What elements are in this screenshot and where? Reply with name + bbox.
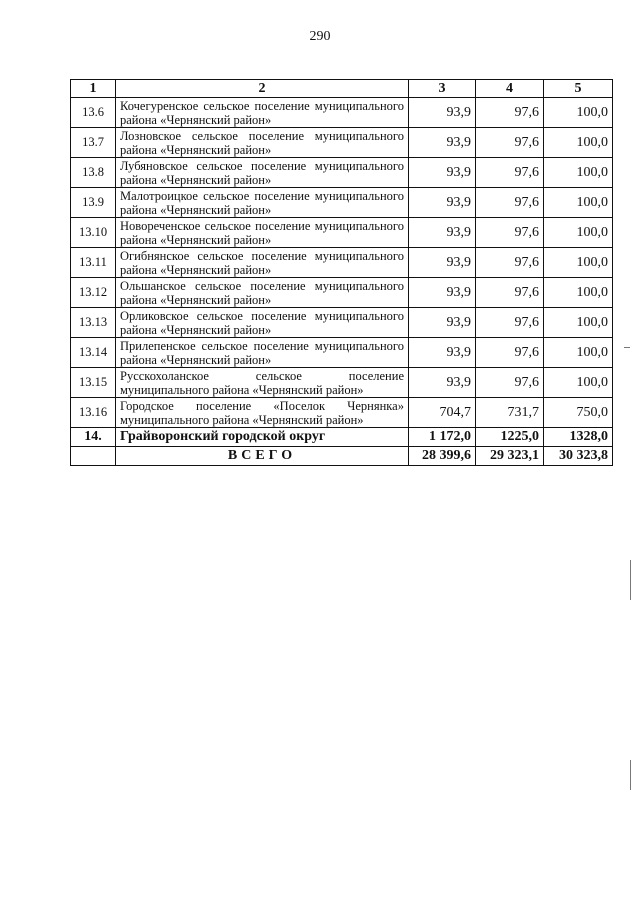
- total-value-col5: 30 323,8: [544, 447, 613, 466]
- row-name: Кочегуренское сельское поселение муниципального района «Чернянский район»: [116, 98, 409, 128]
- row-value-col4: 97,6: [476, 158, 544, 188]
- row-value-col3: 93,9: [409, 98, 476, 128]
- group-value-col3: 1 172,0: [409, 428, 476, 447]
- row-value-col5: 100,0: [544, 218, 613, 248]
- table-row: [71, 398, 613, 428]
- table-row: [71, 368, 613, 398]
- total-label: ВСЕГО: [116, 447, 409, 466]
- table-row: [71, 308, 613, 338]
- row-value-col4: 97,6: [476, 338, 544, 368]
- row-value-col5: 100,0: [544, 278, 613, 308]
- row-value-col4: 97,6: [476, 218, 544, 248]
- row-number: 13.10: [71, 218, 116, 248]
- table-row: [71, 128, 613, 158]
- row-value-col5: 750,0: [544, 398, 613, 428]
- total-value-col3: 28 399,6: [409, 447, 476, 466]
- row-name: Огибнянское сельское поселение муниципального района «Чернянский район»: [116, 248, 409, 278]
- row-value-col4: 97,6: [476, 248, 544, 278]
- row-name: Новореченское сельское поселение муниципального района «Чернянский район»: [116, 218, 409, 248]
- table-row: [71, 188, 613, 218]
- table-header-row: [71, 80, 613, 98]
- table-row: [71, 248, 613, 278]
- row-value-col3: 93,9: [409, 218, 476, 248]
- row-value-col4: 97,6: [476, 278, 544, 308]
- row-number: 13.7: [71, 128, 116, 158]
- header-col-2: 2: [116, 80, 409, 98]
- table-row: [71, 158, 613, 188]
- row-value-col5: 100,0: [544, 248, 613, 278]
- row-value-col3: 93,9: [409, 308, 476, 338]
- row-value-col4: 97,6: [476, 98, 544, 128]
- row-number: 13.12: [71, 278, 116, 308]
- row-value-col3: 93,9: [409, 128, 476, 158]
- row-value-col3: 93,9: [409, 188, 476, 218]
- row-name: Лубяновское сельское поселение муниципального района «Чернянский район»: [116, 158, 409, 188]
- row-name: Русскохоланское сельское поселение муниципального района «Чернянский район»: [116, 368, 409, 398]
- row-number: 13.15: [71, 368, 116, 398]
- budget-table: [70, 79, 613, 466]
- row-value-col5: 100,0: [544, 308, 613, 338]
- row-name: Малотроицкое сельское поселение муниципального района «Чернянский район»: [116, 188, 409, 218]
- row-value-col3: 93,9: [409, 278, 476, 308]
- total-empty-cell: [71, 447, 116, 466]
- group-value-col5: 1328,0: [544, 428, 613, 447]
- row-value-col5: 100,0: [544, 188, 613, 218]
- table-row: [71, 338, 613, 368]
- row-value-col4: 731,7: [476, 398, 544, 428]
- row-value-col3: 704,7: [409, 398, 476, 428]
- row-value-col5: 100,0: [544, 368, 613, 398]
- row-name: Прилепенское сельское поселение муниципального района «Чернянский район»: [116, 338, 409, 368]
- table-row: [71, 98, 613, 128]
- row-number: 13.9: [71, 188, 116, 218]
- total-value-col4: 29 323,1: [476, 447, 544, 466]
- row-value-col5: 100,0: [544, 338, 613, 368]
- row-number: 13.13: [71, 308, 116, 338]
- page-number: 290: [309, 29, 331, 44]
- header-col-4: 4: [476, 80, 544, 98]
- row-value-col4: 97,6: [476, 188, 544, 218]
- scan-artifact: [630, 560, 631, 600]
- row-number: 13.8: [71, 158, 116, 188]
- group-name: Грайворонский городской округ: [116, 428, 409, 447]
- row-number: 13.16: [71, 398, 116, 428]
- group-row: [71, 428, 613, 447]
- total-row: [71, 447, 613, 466]
- scan-artifact: [624, 347, 630, 348]
- row-value-col3: 93,9: [409, 248, 476, 278]
- row-name: Орликовское сельское поселение муниципального района «Чернянский район»: [116, 308, 409, 338]
- group-value-col4: 1225,0: [476, 428, 544, 447]
- row-value-col3: 93,9: [409, 338, 476, 368]
- header-col-5: 5: [544, 80, 613, 98]
- row-value-col4: 97,6: [476, 308, 544, 338]
- row-name: Ольшанское сельское поселение муниципального района «Чернянский район»: [116, 278, 409, 308]
- group-number: 14.: [71, 428, 116, 447]
- table-row: [71, 218, 613, 248]
- table-row: [71, 278, 613, 308]
- row-value-col5: 100,0: [544, 158, 613, 188]
- row-value-col4: 97,6: [476, 368, 544, 398]
- scan-artifact: [630, 760, 631, 790]
- row-number: 13.6: [71, 98, 116, 128]
- row-value-col5: 100,0: [544, 98, 613, 128]
- row-number: 13.14: [71, 338, 116, 368]
- row-name: Лозновское сельское поселение муниципального района «Чернянский район»: [116, 128, 409, 158]
- row-name: Городское поселение «Поселок Чернянка» муниципального района «Чернянский район»: [116, 398, 409, 428]
- header-col-1: 1: [71, 80, 116, 98]
- row-value-col3: 93,9: [409, 158, 476, 188]
- row-value-col4: 97,6: [476, 128, 544, 158]
- row-value-col3: 93,9: [409, 368, 476, 398]
- header-col-3: 3: [409, 80, 476, 98]
- row-number: 13.11: [71, 248, 116, 278]
- row-value-col5: 100,0: [544, 128, 613, 158]
